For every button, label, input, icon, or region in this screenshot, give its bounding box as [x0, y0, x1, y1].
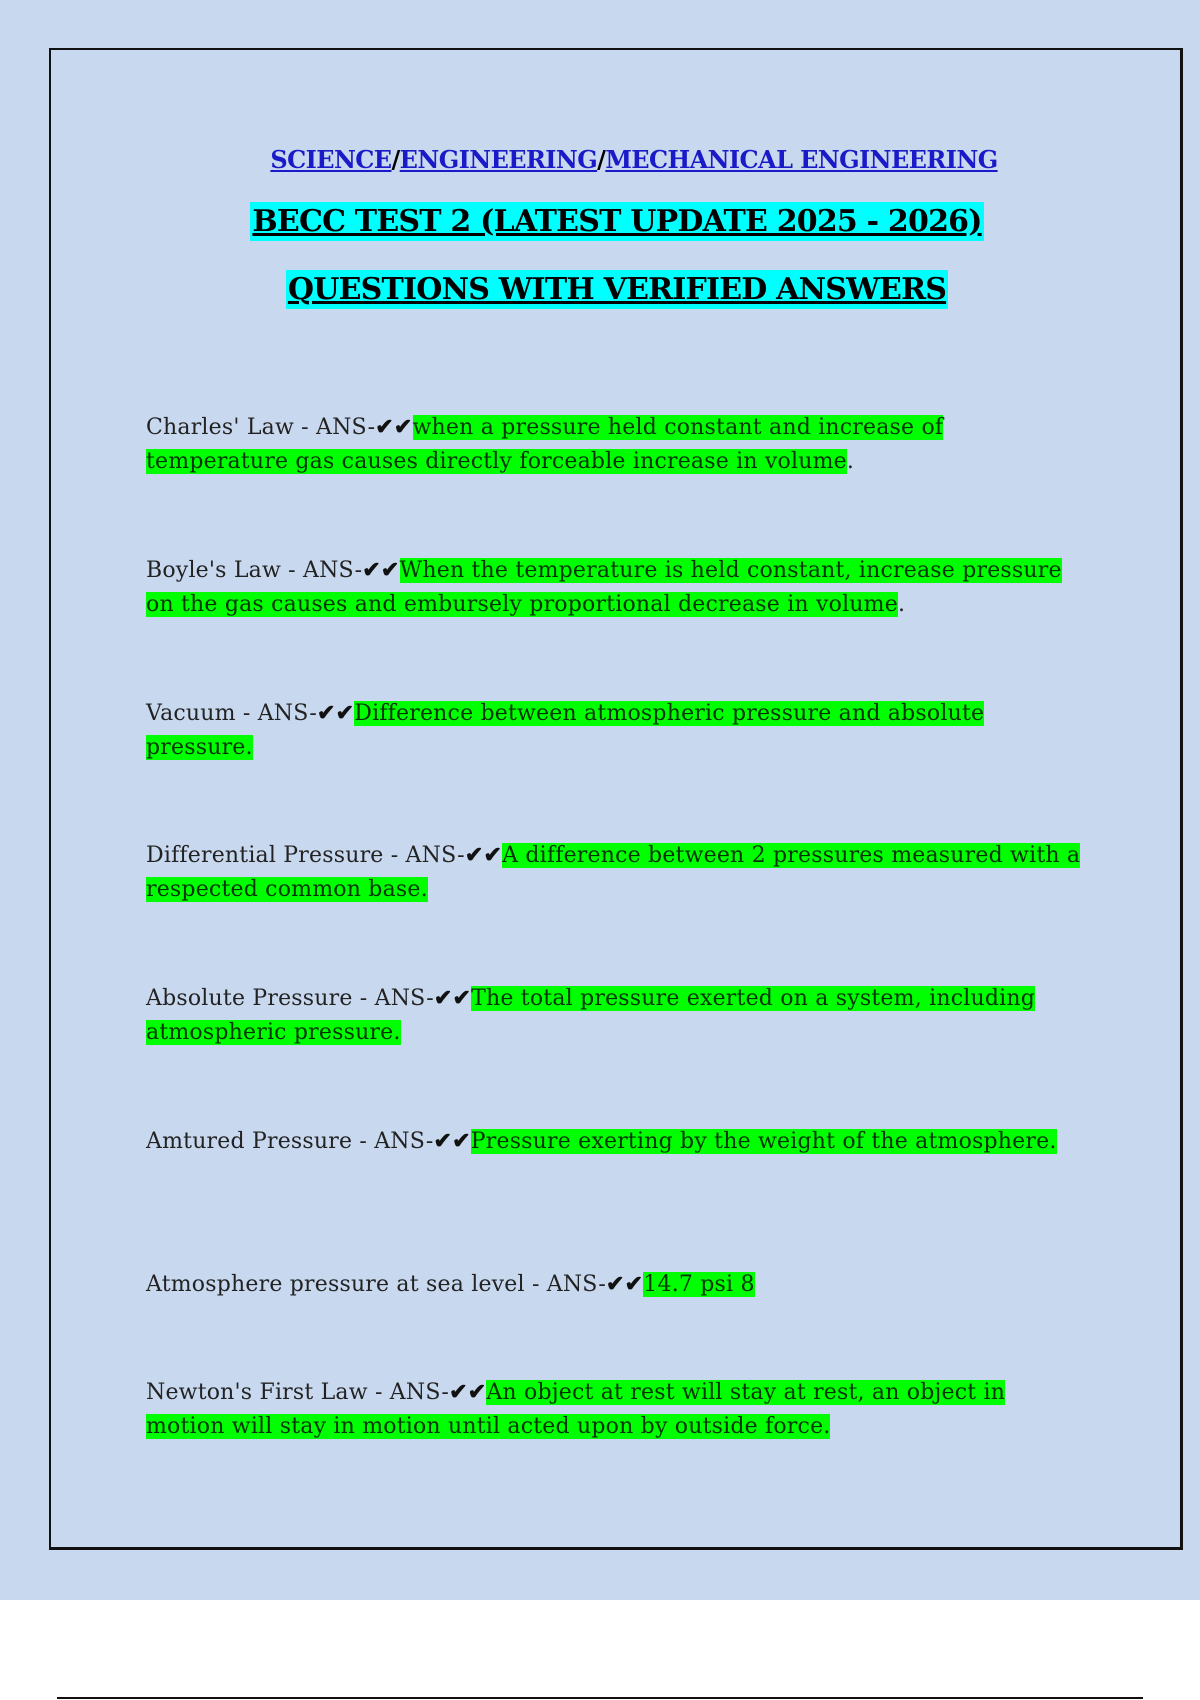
qa-item	[146, 553, 1086, 622]
qa-term: Vacuum - ANS-	[146, 701, 317, 726]
qa-term: Amtured Pressure - ANS-	[146, 1129, 434, 1154]
document-subtitle	[0, 272, 1200, 307]
qa-item	[146, 838, 1086, 907]
breadcrumb	[0, 145, 1200, 174]
breadcrumb-separator: /	[597, 145, 606, 174]
double-check-icon: ✔✔	[606, 1271, 644, 1297]
document-title	[0, 204, 1200, 239]
qa-answer: When the temperature is held constant, increase pressure on the gas causes and embursely proportional decrease in volume	[146, 558, 1062, 617]
qa-answer: when a pressure held constant and increase of temperature gas causes directly forceable increase in volume	[146, 415, 944, 474]
double-check-icon: ✔✔	[449, 1379, 487, 1405]
qa-term: Differential Pressure - ANS-	[146, 843, 465, 868]
qa-item	[146, 1375, 1086, 1444]
qa-item	[146, 410, 1086, 479]
breadcrumb-link-engineering[interactable]: ENGINEERING	[399, 145, 598, 174]
qa-item	[146, 1267, 1086, 1302]
double-check-icon: ✔✔	[316, 700, 355, 726]
qa-item	[146, 981, 1086, 1050]
qa-answer: Difference between atmospheric pressure and absolute pressure.	[146, 701, 985, 760]
qa-term: Boyle's Law - ANS-	[146, 558, 363, 583]
qa-answer: Pressure exerting by the weight of the atmosphere.	[470, 1129, 1057, 1154]
qa-answer: The total pressure exerted on a system, including atmospheric pressure.	[146, 986, 1036, 1045]
double-check-icon: ✔✔	[464, 842, 503, 868]
footer-divider	[57, 1697, 1143, 1699]
qa-item	[146, 1124, 1086, 1159]
qa-answer: 14.7 psi 8	[643, 1272, 755, 1297]
breadcrumb-link-science[interactable]: SCIENCE	[270, 145, 392, 174]
qa-tail: .	[846, 449, 855, 474]
qa-item	[146, 696, 1086, 765]
qa-term: Atmosphere pressure at sea level - ANS-	[146, 1272, 607, 1297]
breadcrumb-separator: /	[391, 145, 400, 174]
double-check-icon: ✔✔	[375, 414, 413, 440]
double-check-icon: ✔✔	[433, 1128, 471, 1154]
qa-tail: .	[897, 592, 906, 617]
qa-answer: A difference between 2 pressures measured with a respected common base.	[146, 843, 1081, 902]
qa-term: Absolute Pressure - ANS-	[146, 986, 434, 1011]
document-title-line-2: QUESTIONS WITH VERIFIED ANSWERS	[287, 272, 947, 307]
qa-term: Charles' Law - ANS-	[146, 415, 376, 440]
qa-term: Newton's First Law - ANS-	[146, 1380, 450, 1405]
qa-answer: An object at rest will stay at rest, an object in motion will stay in motion until acted upon by outside force.	[146, 1380, 1006, 1439]
breadcrumb-link-mechanical-engineering[interactable]: MECHANICAL ENGINEERING	[605, 145, 998, 174]
document-title-line-1: BECC TEST 2 (LATEST UPDATE 2025 - 2026)	[252, 204, 982, 239]
double-check-icon: ✔✔	[433, 985, 472, 1011]
double-check-icon: ✔✔	[362, 557, 400, 583]
